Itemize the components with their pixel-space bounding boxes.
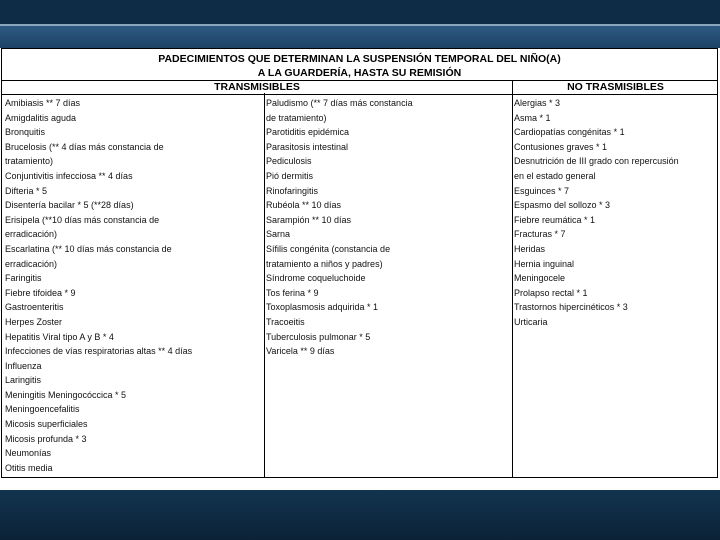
table-cell: Meningocele <box>514 273 566 284</box>
table-cell: Cardiopatías congénitas * 1 <box>514 127 625 138</box>
table-title-line2: A LA GUARDERÍA, HASTA SU REMISIÓN <box>257 67 462 79</box>
top-band <box>0 0 720 24</box>
table-cell: Micosis superficiales <box>5 419 88 430</box>
table-cell: Hepatitis Viral tipo A y B * 4 <box>5 331 114 342</box>
table-cell: en el estado general <box>514 170 596 181</box>
table-cell: Sarampión ** 10 días <box>266 214 352 225</box>
table-cell: erradicación) <box>5 229 58 240</box>
column-divider <box>264 93 265 477</box>
table-cell: Amibiasis ** 7 días <box>5 98 81 108</box>
table-cell: Sarna <box>266 229 291 240</box>
column-transmisibles-2 <box>266 96 510 359</box>
table-cell: Sífilis congénita (constancia de <box>266 243 391 254</box>
table-cell: Fiebre tifoidea * 9 <box>5 287 76 298</box>
table-cell: Amigdalitis aguda <box>5 112 77 123</box>
table-title-line1: PADECIMIENTOS QUE DETERMINAN LA SUSPENSIÓN TEMPORAL DEL NIÑO(A) <box>158 53 561 65</box>
table-cell: Urticaria <box>514 316 548 327</box>
table-cell: Otitis media <box>5 462 53 473</box>
table-cell: tratamiento a niños y padres) <box>266 258 383 269</box>
table-cell: Disentería bacilar * 5 (**28 días) <box>5 200 134 211</box>
table-cell: Laringitis <box>5 375 42 386</box>
column-divider <box>512 93 513 477</box>
header-transmisibles: TRANSMISIBLES <box>2 80 512 95</box>
table-cell: Asma * 1 <box>514 112 551 123</box>
table-cell: Alergias * 3 <box>514 98 561 108</box>
table-cell: Fiebre reumática * 1 <box>514 214 596 225</box>
table-cell: Influenza <box>5 360 42 371</box>
table-cell: Rubéola ** 10 días <box>266 200 342 211</box>
table-cell: Herpes Zoster <box>5 316 63 327</box>
table-cell: Pediculosis <box>266 156 312 167</box>
table-cell: tratamiento) <box>5 156 54 167</box>
table-cell: Prolapso rectal * 1 <box>514 287 588 298</box>
table-cell: Rinofaringitis <box>266 185 319 196</box>
title-bar <box>0 26 720 48</box>
table-cell: Conjuntivitis infecciosa ** 4 días <box>5 170 133 181</box>
table-cell: Bronquitis <box>5 127 46 138</box>
table-cell: Hernia inguinal <box>514 258 575 269</box>
table-cell: Tos ferina * 9 <box>266 287 319 298</box>
table-cell: Difteria * 5 <box>5 185 48 196</box>
bottom-band <box>0 490 720 540</box>
table-cell: Heridas <box>514 243 546 254</box>
conditions-table <box>1 48 718 478</box>
table-cell: Neumonías <box>5 448 52 459</box>
header-no-transmisibles: NO TRASMISIBLES <box>512 80 718 95</box>
table-cell: Tracoeitis <box>266 316 305 327</box>
table-cell: Desnutrición de III grado con repercusión <box>514 156 679 167</box>
table-cell: Gastroenteritis <box>5 302 64 313</box>
column-no-transmisibles <box>514 96 716 330</box>
table-cell: Espasmo del sollozo * 3 <box>514 200 611 211</box>
table-cell: Meningoencefalitis <box>5 404 80 415</box>
table-cell: Meningitis Meningocóccica * 5 <box>5 389 127 400</box>
table-cell: Trastornos hipercinéticos * 3 <box>514 302 628 313</box>
table-cell: Infecciones de vías respiratorias altas ** 4 días <box>5 346 193 357</box>
table-cell: erradicación) <box>5 258 58 269</box>
table-cell: Pió dermitis <box>266 170 314 181</box>
table-cell: Micosis profunda * 3 <box>5 433 87 444</box>
table-cell: Erisipela (**10 días más constancia de <box>5 214 160 225</box>
table-cell: Varicela ** 9 días <box>266 346 335 357</box>
table-cell: Paludismo (** 7 días más constancia <box>266 98 413 108</box>
table-cell: Contusiones graves * 1 <box>514 141 608 152</box>
table-cell: Tuberculosis pulmonar * 5 <box>266 331 371 342</box>
table-cell: Toxoplasmosis adquirida * 1 <box>266 302 379 313</box>
table-cell: Brucelosis (** 4 días más constancia de <box>5 141 164 152</box>
table-cell: Síndrome coqueluchoide <box>266 273 366 284</box>
table-cell: Faringitis <box>5 273 42 284</box>
table-cell: Fracturas * 7 <box>514 229 566 240</box>
table-cell: Esguinces * 7 <box>514 185 570 196</box>
table-cell: Escarlatina (** 10 días más constancia de <box>5 243 172 254</box>
table-cell: de tratamiento) <box>266 112 327 123</box>
table-cell: Parotiditis epidémica <box>266 127 350 138</box>
table-cell: Parasitosis intestinal <box>266 141 349 152</box>
column-transmisibles-1 <box>5 96 261 475</box>
